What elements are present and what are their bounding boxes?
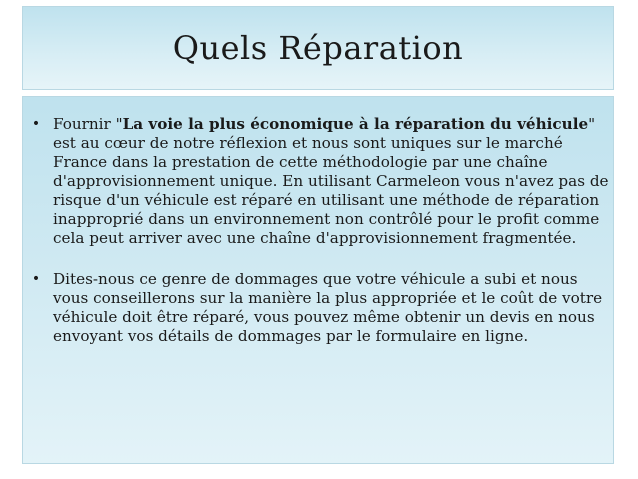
content-box [22,96,614,464]
bullet-item-1 [29,115,609,248]
bullet-2-text: Dites-nous ce genre de dommages que votre véhicule a subi et nous vous conseillerons sur la manière la plus appropriée et le coût de votre véhicule doit être réparé, vous pouvez même obtenir un devis en nous envoyant vos détails de dommages par le formulaire en ligne. [53,270,603,345]
title-box [22,6,614,90]
bullet-1-suffix: " est au cœur de notre réflexion et nous sont uniques sur le marché France dans la prestation de cette méthodologie par une chaîne d'approvisionnement unique. En utilisant Carmeleon vous n'avez pas de risque d'un véhicule est réparé en utilisant une méthode de réparation inapproprié dans un environnement non contrôlé pour le profit comme cela peut arriver avec une chaîne d'approvisionnement fragmentée. [53,115,609,247]
bullet-item-2 [29,270,609,346]
bullet-icon: • [31,116,41,132]
bullet-1-prefix: Fournir " [53,115,123,133]
bullet-icon: • [31,271,41,287]
slide-title: Quels Réparation [172,29,464,67]
bullet-list [29,115,609,368]
bullet-1-bold: La voie la plus économique à la réparation du véhicule [122,115,589,133]
